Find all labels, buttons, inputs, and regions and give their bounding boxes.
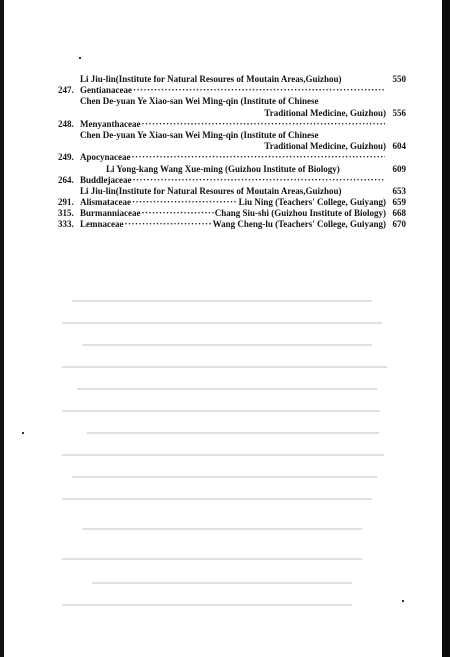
toc-author: Chen De-yuan Ye Xiao-san Wei Ming-qin (Institute of Chinese xyxy=(80,129,319,140)
toc-row xyxy=(58,164,406,175)
toc-family-number: 248. xyxy=(58,118,74,129)
toc-row xyxy=(58,130,406,141)
toc-row xyxy=(58,208,406,219)
toc-author: Chang Siu-shi (Guizhou Institute of Biology) xyxy=(214,208,386,219)
leader-dots xyxy=(132,197,238,208)
toc-author: Li Jiu-lin(Institute for Natural Resoures of Moutain Areas,Guizhou) xyxy=(80,74,342,84)
toc-row xyxy=(58,141,406,152)
toc-row xyxy=(58,74,406,85)
toc-row xyxy=(58,119,406,130)
toc-page-number: 659 xyxy=(392,197,406,208)
toc-page-number: 668 xyxy=(392,208,406,219)
toc-row xyxy=(58,186,406,197)
show-through-bleed xyxy=(62,292,392,612)
toc-author-cont: Traditional Medicine, Guizhou) xyxy=(264,107,386,118)
toc-family-number: 291. xyxy=(58,197,74,208)
toc-row xyxy=(58,85,406,96)
scan-speck xyxy=(22,432,24,434)
toc-family-name: Buddlejaceae xyxy=(80,174,132,185)
scan-edge-right xyxy=(442,0,450,657)
toc-page-number: 609 xyxy=(392,163,406,174)
scan-edge-left xyxy=(0,0,4,657)
toc-author: Wang Cheng-lu (Teachers' College, Guiyang) xyxy=(212,219,386,230)
toc-row xyxy=(58,197,406,208)
leader-dots xyxy=(142,119,386,130)
toc-author: Chen De-yuan Ye Xiao-san Wei Ming-qin (Institute of Chinese xyxy=(80,96,319,107)
toc-family-name: Burmanniaceae xyxy=(80,208,141,219)
toc-row xyxy=(58,96,406,107)
toc-author: Liu Ning (Teachers' College, Guiyang) xyxy=(238,197,386,208)
toc-page-number: 556 xyxy=(392,107,406,118)
toc-author: Li Yong-kang Wang Xue-ming (Guizhou Institute of Biology) xyxy=(106,163,340,174)
leader-dots xyxy=(124,219,211,230)
toc-row xyxy=(58,219,406,230)
leader-dots xyxy=(132,152,386,163)
toc-author: Li Jiu-lin(Institute for Natural Resoures of Moutain Areas,Guizhou) xyxy=(80,185,342,196)
toc-row xyxy=(58,108,406,119)
toc-page-number: 653 xyxy=(392,185,406,196)
toc-family-name: Menyanthaceae xyxy=(80,118,141,129)
toc-family-number: 249. xyxy=(58,152,74,163)
toc-family-name: Apocynaceae xyxy=(80,152,131,163)
toc-page-number: 550 xyxy=(392,74,406,84)
scan-speck xyxy=(79,57,81,59)
toc-family-name: Lemnaceae xyxy=(80,219,124,230)
leader-dots xyxy=(133,175,386,186)
toc-row xyxy=(58,152,406,163)
toc-family-number: 264. xyxy=(58,174,74,185)
toc-family-number: 333. xyxy=(58,219,74,230)
toc-family-name: Alismataceae xyxy=(80,197,131,208)
toc-family-number: 247. xyxy=(58,85,74,96)
toc-page-number: 670 xyxy=(392,219,406,230)
toc-page-number: 604 xyxy=(392,141,406,152)
leader-dots xyxy=(142,208,214,219)
table-of-contents xyxy=(58,74,406,231)
toc-author-cont: Traditional Medicine, Guizhou) xyxy=(264,141,386,152)
toc-row xyxy=(58,175,406,186)
toc-family-name: Gentianaceae xyxy=(80,85,132,96)
toc-family-number: 315. xyxy=(58,208,74,219)
scan-speck xyxy=(402,600,404,602)
leader-dots xyxy=(133,85,385,96)
